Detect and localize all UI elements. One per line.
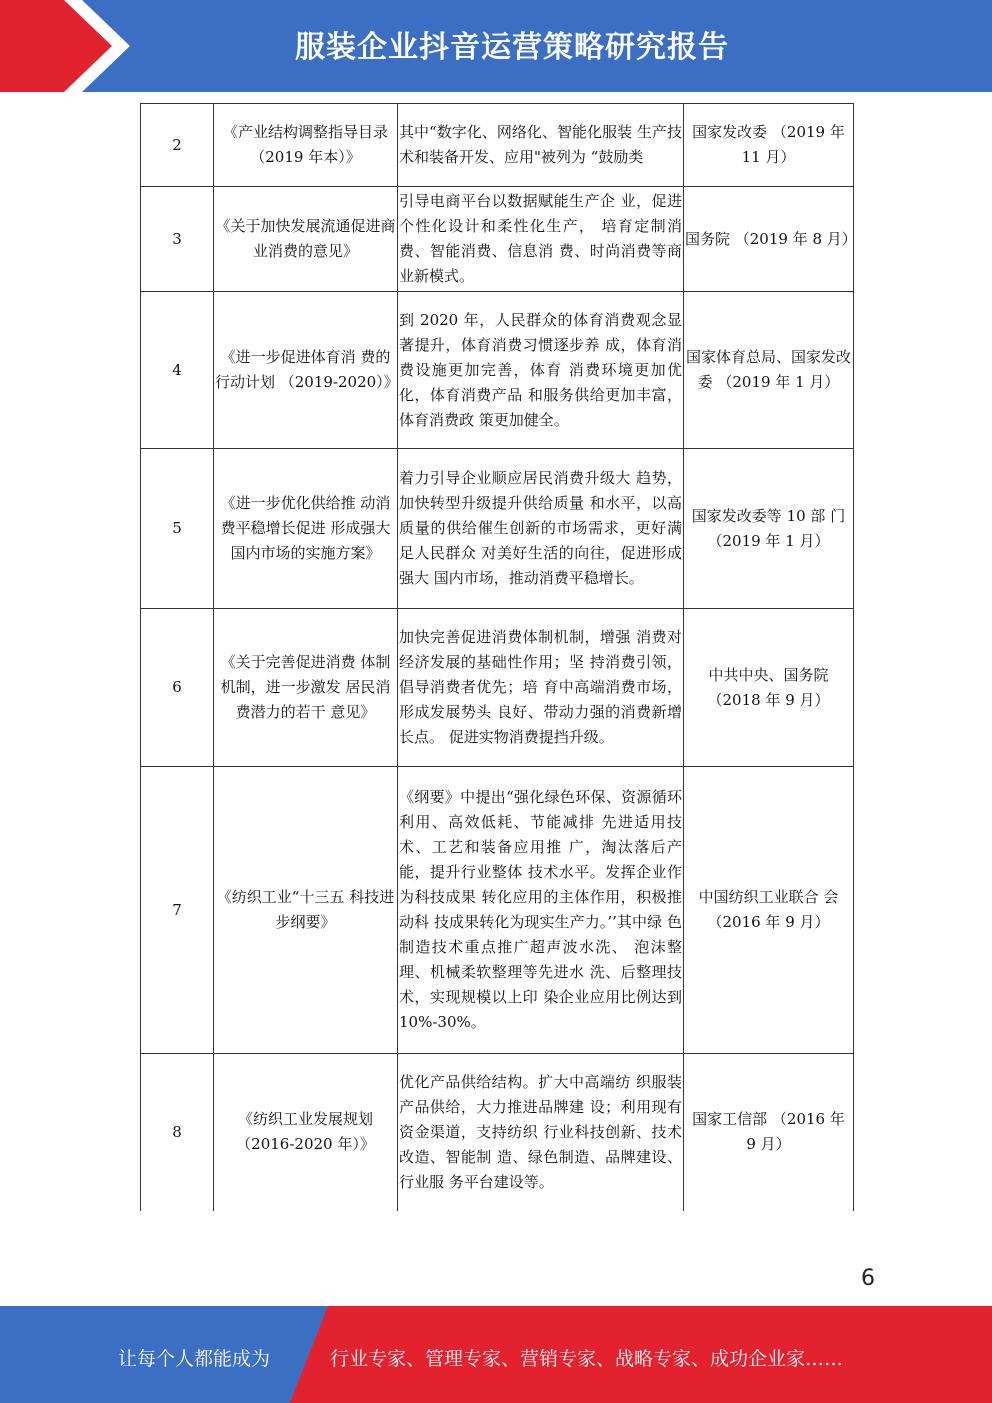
policy-content: 《纲要》中提出“强化绿色环保、资源循环利用、高效低耗、节能减排 先进适用技术、工艺和装备应用推 广，淘汰落后产能，提升行业整体 技术水平。发挥企业作为科技成果 转化应用的主体作用，积极推动科 技成果转化为现实生产力。’’其中绿 色制造技术重点推广超声波水洗、 泡沫整理、机械柔软整理等先进水 洗、后整理技术，实现规模以上印 染企业应用比例达到 10%-30%。 [398,767,684,1054]
policy-content: 到 2020 年，人民群众的体育消费观念显著提升，体育消费习惯逐步养 成，体育消费设施更加完善，体育 消费环境更加优化，体育消费产品 和服务供给更加丰富，体育消费政 策更加健全。 [398,292,684,449]
policy-name: 《关于加快发展流通促进商业消费的意见》 [214,187,398,292]
table-row [141,767,854,1054]
policy-content: 优化产品供给结构。扩大中高端纺 织服装产品供给，大力推进品牌建 设；利用现有资金渠道，支持纺织 行业科技创新、技术改造、智能制 造、绿色制造、品牌建设、行业服 务平台建设等。 [398,1054,684,1211]
issuing-body: 国家发改委 （2019 年 11 月） [684,104,854,187]
policy-name: 《纺织工业“十三五 科技进步纲要》 [214,767,398,1054]
footer-slogan-left: 让每个人都能成为 [118,1348,271,1370]
policy-name: 《进一步优化供给推 动消费平稳增长促进 形成强大国内市场的实施方案》 [214,449,398,609]
row-number: 3 [141,187,214,292]
issuing-body: 中共中央、国务院 （2018 年 9 月） [684,609,854,767]
row-number: 7 [141,767,214,1054]
policy-name: 《产业结构调整指导目录（2019 年本）》 [214,104,398,187]
row-number: 4 [141,292,214,449]
policy-name: 《关于完善促进消费 体制机制，进一步激发 居民消费潜力的若干 意见》 [214,609,398,767]
issuing-body: 国家体育总局、国家发改委 （2019 年 1 月） [684,292,854,449]
table-row [141,292,854,449]
row-number: 2 [141,104,214,187]
table-row [141,187,854,292]
policy-name: 《进一步促进体育消 费的行动计划 （2019-2020）》 [214,292,398,449]
footer-slogan-right: 行业专家、管理专家、营销专家、战略专家、成功企业家…… [330,1348,844,1370]
page-footer [0,1306,992,1403]
issuing-body: 国家工信部 （2016 年 9 月） [684,1054,854,1211]
page-header [0,0,992,92]
issuing-body: 中国纺织工业联合 会 （2016 年 9 月） [684,767,854,1054]
row-number: 5 [141,449,214,609]
policy-name: 《纺织工业发展规划 （2016-2020 年）》 [214,1054,398,1211]
policy-table [140,103,857,1211]
issuing-body: 国家发改委等 10 部 门 （2019 年 1 月） [684,449,854,609]
policy-content: 引导电商平台以数据赋能生产企 业，促进个性化设计和柔性化生产， 培育定制消费、智能消费、信息消 费、时尚消费等商业新模式。 [398,187,684,292]
row-number: 8 [141,1054,214,1211]
policy-content: 其中“数字化、网络化、智能化服装 生产技术和装备开发、应用"被列为 “鼓励类 [398,104,684,187]
policy-content: 着力引导企业顺应居民消费升级大 趋势，加快转型升级提升供给质量 和水平，以高质量的供给催生创新的市场需求，更好满足人民群众 对美好生活的向往，促进形成强大 国内市场，推动消费平稳增长。 [398,449,684,609]
row-number: 6 [141,609,214,767]
issuing-body: 国务院 （2019 年 8 月） [684,187,854,292]
table-row [141,609,854,767]
table-row [141,104,854,187]
table-row [141,449,854,609]
table-row [141,1054,854,1211]
policy-content: 加快完善促进消费体制机制，增强 消费对经济发展的基础性作用；坚 持消费引领，倡导消费者优先；培 育中高端消费市场，形成发展势头 良好、带动力强的消费新增长点。 促进实物消费提挡升级。 [398,609,684,767]
page-number: 6 [861,1266,875,1291]
page-title: 服装企业抖音运营策略研究报告 [295,30,729,65]
